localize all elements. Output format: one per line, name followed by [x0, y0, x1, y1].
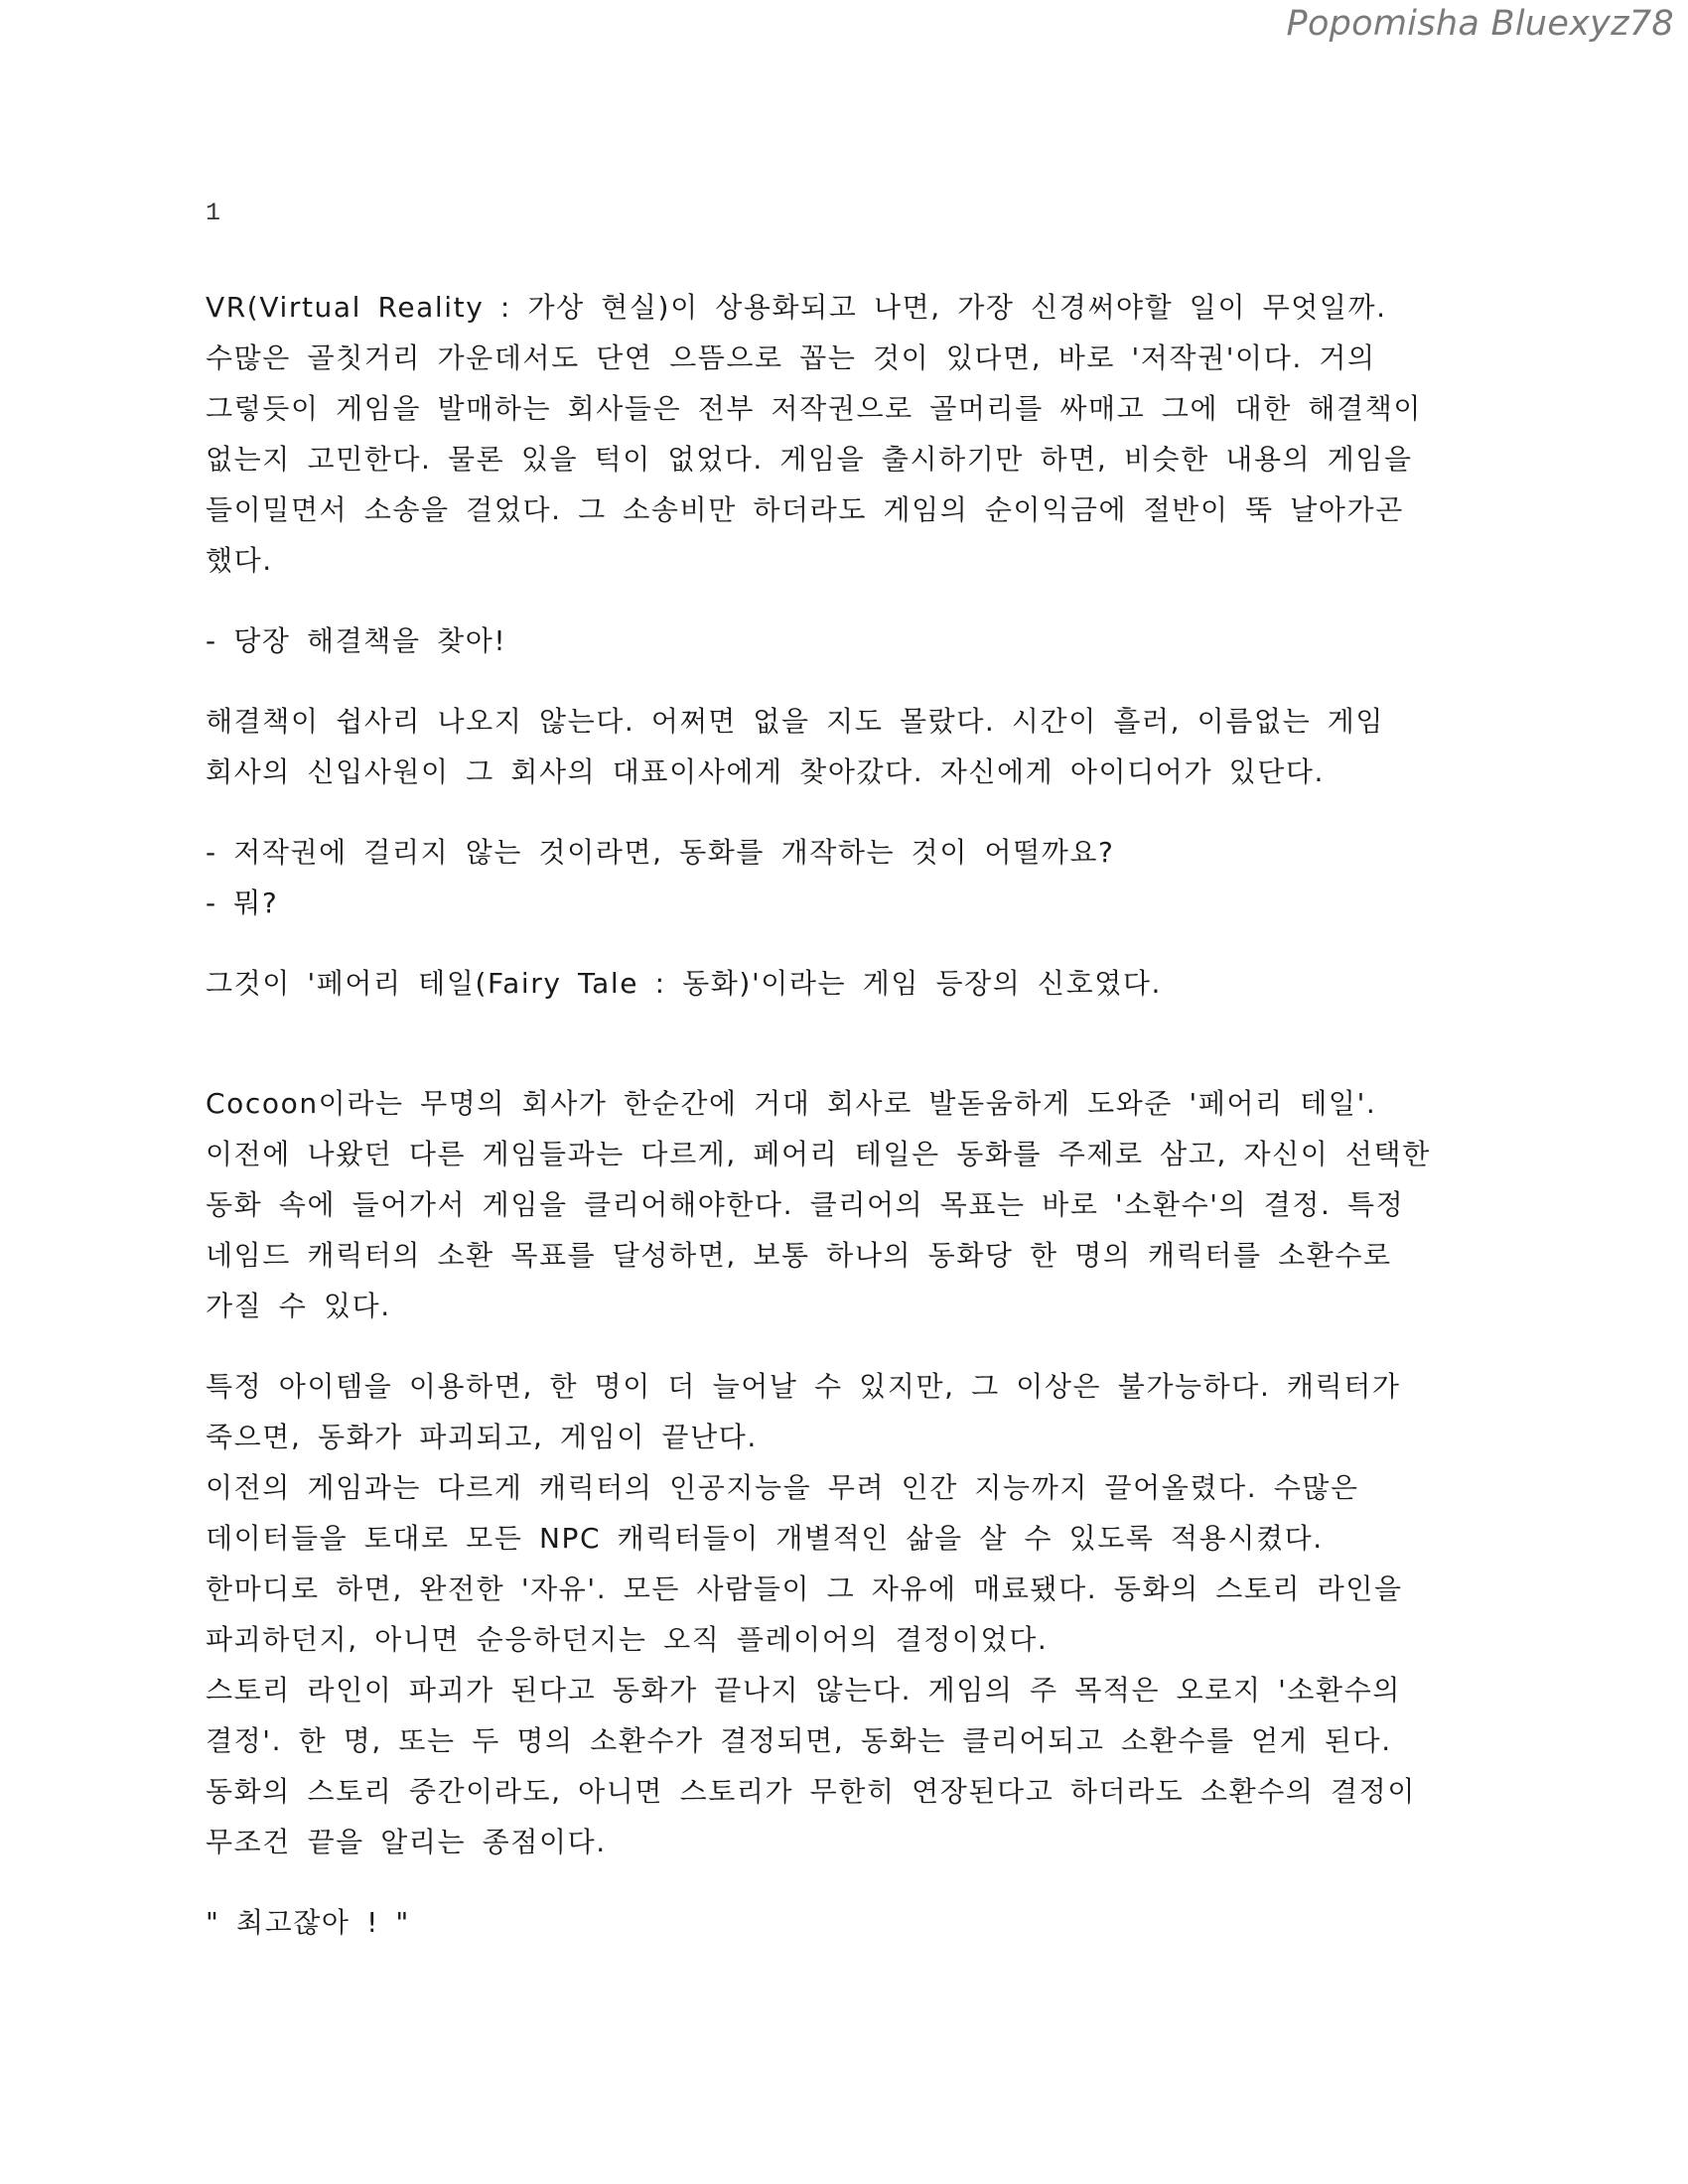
document-page: [206, 194, 1496, 1948]
text-line: Cocoon이라는 무명의 회사가 한순간에 거대 회사로 발돋움하게 도와준 '페어리 테일'.: [206, 1087, 1377, 1120]
text-line: 죽으면, 동화가 파괴되고, 게임이 끝난다.: [206, 1421, 758, 1453]
text-line: 그것이 '페어리 테일(Fairy Tale : 동화)'이라는 게임 등장의 신호였다.: [206, 967, 1163, 1000]
text-line: 파괴하던지, 아니면 순응하던지는 오직 플레이어의 결정이었다.: [206, 1623, 1049, 1656]
watermark-text: Popomisha Bluexyz78: [1286, 4, 1674, 44]
text-line: 데이터들을 토대로 모든 NPC 캐릭터들이 개별적인 삶을 살 수 있도록 적용시켰다.: [206, 1522, 1324, 1555]
text-line: 해결책이 쉽사리 나오지 않는다. 어쩌면 없을 지도 몰랐다. 시간이 흘러, 이름없는 게임: [206, 705, 1385, 738]
paragraph-narration-1: [206, 696, 1496, 797]
text-line: VR(Virtual Reality : 가상 현실)이 상용화되고 나면, 가장 신경써야할 일이 무엇일까.: [206, 291, 1387, 324]
paragraph-exclamation: [206, 1897, 1496, 1948]
text-line: 동화의 스토리 중간이라도, 아니면 스토리가 무한히 연장된다고 하더라도 소환수의 결정이: [206, 1775, 1416, 1808]
page-number: 1: [206, 199, 221, 227]
text-line: 했다.: [206, 544, 273, 577]
text-line: 수많은 골칫거리 가운데서도 단연 으뜸으로 꼽는 것이 있다면, 바로 '저작권'이다. 거의: [206, 341, 1376, 374]
text-line: 이전에 나왔던 다른 게임들과는 다르게, 페어리 테일은 동화를 주제로 삼고, 자신이 선택한: [206, 1138, 1431, 1170]
paragraph-intro: [206, 282, 1496, 586]
text-line: 스토리 라인이 파괴가 된다고 동화가 끝나지 않는다. 게임의 주 목적은 오로지 '소환수의: [206, 1674, 1401, 1706]
paragraph-rules: [206, 1361, 1496, 1867]
text-line: 동화 속에 들어가서 게임을 클리어해야한다. 클리어의 목표는 바로 '소환수'의 결정. 특정: [206, 1188, 1405, 1221]
dialogue-line: - 당장 해결책을 찾아!: [206, 624, 507, 657]
paragraph-dialogue-2: [206, 827, 1496, 928]
text-line: 한마디로 하면, 완전한 '자유'. 모든 사람들이 그 자유에 매료됐다. 동화의 스토리 라인을: [206, 1572, 1403, 1605]
dialogue-line: " 최고잖아 ! ": [206, 1906, 410, 1939]
paragraph-fairy-tale-signal: [206, 958, 1496, 1009]
text-line: 네임드 캐릭터의 소환 목표를 달성하면, 보통 하나의 동화당 한 명의 캐릭터를 소환수로: [206, 1239, 1392, 1272]
text-line: 그렇듯이 게임을 발매하는 회사들은 전부 저작권으로 골머리를 싸매고 그에 대한 해결책이: [206, 392, 1422, 425]
text-line: 특정 아이템을 이용하면, 한 명이 더 늘어날 수 있지만, 그 이상은 불가능하다. 캐릭터가: [206, 1370, 1401, 1403]
text-line: 이전의 게임과는 다르게 캐릭터의 인공지능을 무려 인간 지능까지 끌어올렸다. 수많은: [206, 1471, 1359, 1504]
dialogue-line: - 저작권에 걸리지 않는 것이라면, 동화를 개작하는 것이 어떨까요?: [206, 836, 1115, 869]
paragraph-dialogue-1: [206, 615, 1496, 666]
dialogue-line: - 뭐?: [206, 887, 279, 919]
text-line: 가질 수 있다.: [206, 1290, 391, 1322]
text-line: 회사의 신입사원이 그 회사의 대표이사에게 찾아갔다. 자신에게 아이디어가 있단다.: [206, 755, 1326, 788]
text-line: 들이밀면서 소송을 걸었다. 그 소송비만 하더라도 게임의 순이익금에 절반이 뚝 날아가곤: [206, 493, 1404, 526]
paragraph-cocoon: [206, 1078, 1496, 1331]
text-line: 무조건 끝을 알리는 종점이다.: [206, 1826, 607, 1858]
text-line: 결정'. 한 명, 또는 두 명의 소환수가 결정되면, 동화는 클리어되고 소환수를 얻게 된다.: [206, 1724, 1392, 1757]
text-line: 없는지 고민한다. 물론 있을 턱이 없었다. 게임을 출시하기만 하면, 비슷한 내용의 게임을: [206, 443, 1413, 476]
